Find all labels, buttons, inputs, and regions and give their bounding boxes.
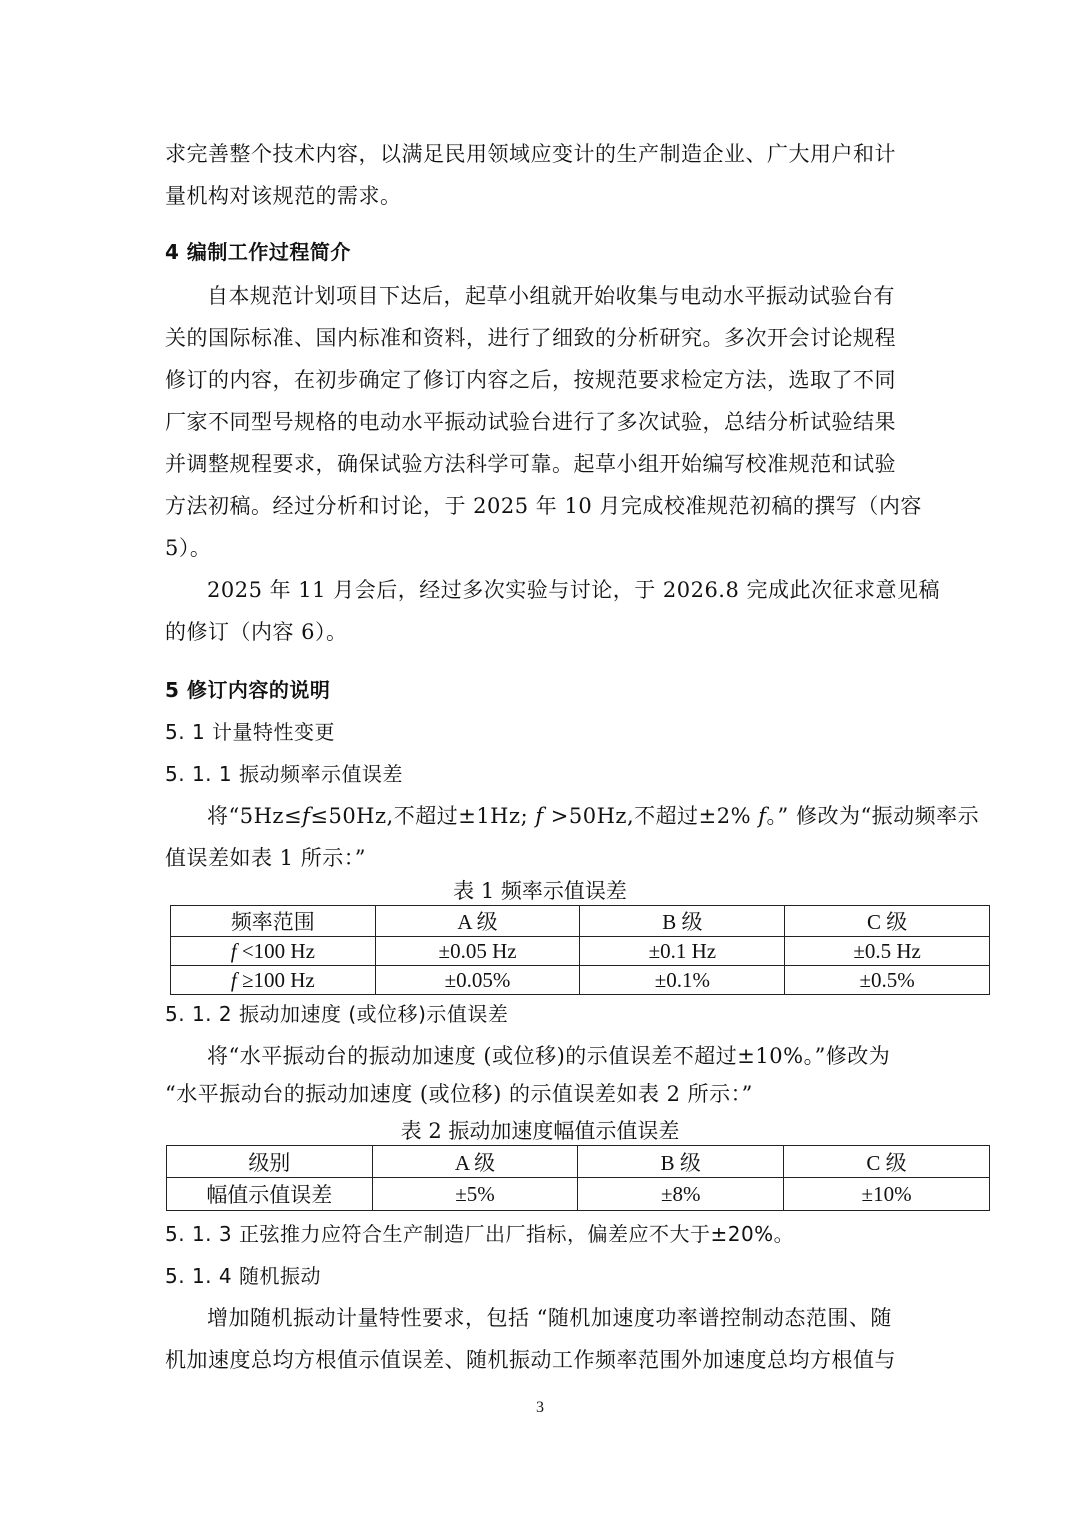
- subsection-heading-5-1: 5. 1 计量特性变更: [165, 720, 336, 744]
- subsection-heading-5-1-2: 5. 1. 2 振动加速度 (或位移)示值误差: [165, 1002, 509, 1026]
- table-row: [171, 937, 990, 966]
- frequency-symbol: f: [758, 804, 767, 828]
- paragraph-line: 关的国际标准、国内标准和资料，进行了细致的分析研究。多次开会讨论规程: [165, 326, 896, 350]
- table-row: [167, 1178, 990, 1211]
- page-number: 3: [536, 1399, 544, 1416]
- paragraph-line: 5）。: [165, 536, 212, 560]
- table-cell: ±0.1%: [580, 966, 785, 995]
- paragraph-line: 并调整规程要求，确保试验方法科学可靠。起草小组开始编写校准规范和试验: [165, 452, 896, 476]
- subsection-heading-5-1-4: 5. 1. 4 随机振动: [165, 1264, 321, 1288]
- paragraph-line: 值误差如表 1 所示：”: [165, 846, 366, 870]
- text-run: ≤50Hz,不超过±1Hz;: [310, 804, 536, 828]
- subsection-heading-5-1-3: 5. 1. 3 正弦推力应符合生产制造厂出厂指标，偏差应不大于±20%。: [165, 1222, 795, 1246]
- table-cell: ±0.05 Hz: [375, 937, 580, 966]
- table-cell: ±0.5 Hz: [785, 937, 990, 966]
- frequency-symbol: f: [230, 967, 237, 992]
- table-header-cell: C 级: [784, 1146, 990, 1178]
- range-text: ≥100 Hz: [236, 967, 315, 992]
- section-heading-5: 5 修订内容的说明: [165, 678, 331, 702]
- table-cell: ±10%: [784, 1178, 990, 1211]
- section-heading-4: 4 编制工作过程简介: [165, 240, 351, 264]
- paragraph-line: 自本规范计划项目下达后，起草小组就开始收集与电动水平振动试验台有: [207, 284, 895, 308]
- table1-caption: 表 1 频率示值误差: [453, 879, 627, 903]
- paragraph-line: [207, 802, 979, 830]
- paragraph-line: 机加速度总均方根值示值误差、随机振动工作频率范围外加速度总均方根值与: [165, 1348, 896, 1372]
- text-run: 。” 修改为“振动频率示: [766, 804, 980, 828]
- subsection-heading-5-1-1: 5. 1. 1 振动频率示值误差: [165, 762, 403, 786]
- table-header-row: [167, 1146, 990, 1178]
- paragraph-line: 方法初稿。经过分析和讨论，于 2025 年 10 月完成校准规范初稿的撰写（内容: [165, 494, 922, 518]
- paragraph-line: 厂家不同型号规格的电动水平振动试验台进行了多次试验，总结分析试验结果: [165, 410, 896, 434]
- table-cell: ±0.5%: [785, 966, 990, 995]
- frequency-symbol: f: [230, 938, 237, 963]
- table-row: [171, 966, 990, 995]
- table-header-cell: A 级: [372, 1146, 578, 1178]
- table-cell: ±0.1 Hz: [580, 937, 785, 966]
- range-text: <100 Hz: [236, 938, 315, 963]
- paragraph-line: 将“水平振动台的振动加速度 (或位移)的示值误差不超过±10%。”修改为: [207, 1044, 891, 1068]
- paragraph-line: 2025 年 11 月会后，经过多次实验与讨论，于 2026.8 完成此次征求意见稿: [207, 578, 941, 602]
- table-cell: ±5%: [372, 1178, 578, 1211]
- paragraph-line: 量机构对该规范的需求。: [165, 184, 402, 208]
- table-header-cell: 级别: [167, 1146, 373, 1178]
- acceleration-error-table: [166, 1145, 990, 1211]
- table2-caption: 表 2 振动加速度幅值示值误差: [400, 1119, 680, 1143]
- paragraph-line: 修订的内容，在初步确定了修订内容之后，按规范要求检定方法，选取了不同: [165, 368, 896, 392]
- table-cell: [171, 937, 376, 966]
- table-header-cell: B 级: [580, 906, 785, 937]
- table-header-cell: 频率范围: [171, 906, 376, 937]
- table-header-row: [171, 906, 990, 937]
- paragraph-line: 求完善整个技术内容，以满足民用领域应变计的生产制造企业、广大用户和计: [165, 142, 896, 166]
- frequency-symbol: f: [535, 804, 544, 828]
- paragraph-line: “水平振动台的振动加速度 (或位移) 的示值误差如表 2 所示：”: [165, 1082, 753, 1106]
- text-run: >50Hz,不超过±2%: [543, 804, 759, 828]
- table-header-cell: A 级: [375, 906, 580, 937]
- table-cell: 幅值示值误差: [167, 1178, 373, 1211]
- table-cell: [171, 966, 376, 995]
- table-cell: ±0.05%: [375, 966, 580, 995]
- paragraph-line: 增加随机振动计量特性要求，包括 “随机加速度功率谱控制动态范围、随: [207, 1306, 892, 1330]
- text-run: 将“5Hz≤: [207, 804, 303, 828]
- table-cell: ±8%: [578, 1178, 784, 1211]
- table-header-cell: C 级: [785, 906, 990, 937]
- frequency-error-table: [170, 905, 990, 995]
- frequency-symbol: f: [302, 804, 311, 828]
- paragraph-line: 的修订（内容 6）。: [165, 620, 348, 644]
- table-header-cell: B 级: [578, 1146, 784, 1178]
